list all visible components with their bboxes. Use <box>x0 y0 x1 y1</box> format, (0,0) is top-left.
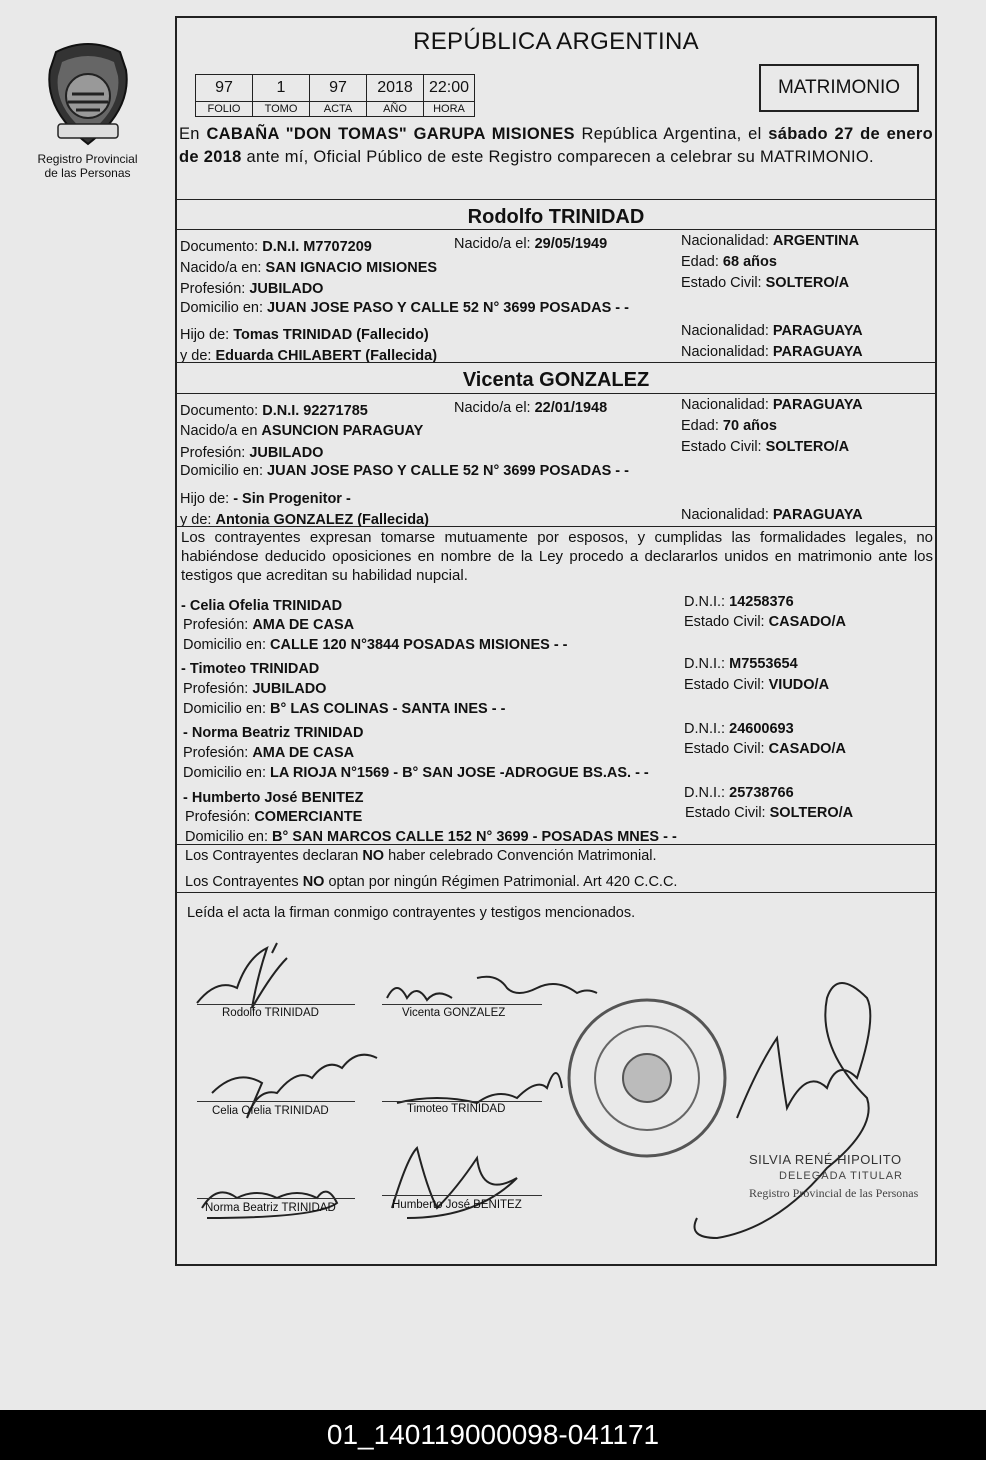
label: Profesión: <box>180 281 250 297</box>
value: PARAGUAYA <box>772 323 863 339</box>
spouse2-domicilio <box>180 463 629 479</box>
value: LA RIOJA N°1569 - B° SAN JOSE -ADROGUE BS.AS. - - <box>270 765 649 781</box>
divider <box>177 393 935 394</box>
ano-label: AÑO <box>367 102 424 117</box>
spouse2-madre-nac <box>681 507 863 523</box>
value: Antonia GONZALEZ (Fallecida) <box>215 512 429 528</box>
witness2-name <box>181 661 319 677</box>
value: 24600693 <box>729 721 794 737</box>
witness1-profesion <box>183 617 354 633</box>
label: Domicilio en: <box>180 300 268 316</box>
value: M7553654 <box>729 656 798 672</box>
divider <box>177 199 935 200</box>
witness4-profesion <box>185 809 362 825</box>
value: JUAN JOSE PASO Y CALLE 52 N° 3699 POSADAS - - <box>267 463 629 479</box>
hora-label: HORA <box>424 102 475 117</box>
signature-line <box>197 1004 355 1005</box>
label: Nacido/a en <box>180 423 262 439</box>
folio-value: 97 <box>196 75 253 102</box>
value: SOLTERO/A <box>769 805 854 821</box>
spouse2-nacido-en <box>180 423 423 439</box>
spouse2-nacido-el <box>454 400 607 416</box>
witness1-estado-civil <box>684 614 846 630</box>
value: ASUNCION PARAGUAY <box>261 423 424 439</box>
spouse1-edad <box>681 254 777 270</box>
witness1-domicilio <box>183 637 568 653</box>
label: Profesión: <box>185 809 255 825</box>
signature-line <box>382 1004 542 1005</box>
label: D.N.I.: <box>684 656 730 672</box>
label: y de: <box>180 348 216 364</box>
label: Nacionalidad: <box>681 397 773 413</box>
witness3-name <box>183 725 363 741</box>
signature-caption-5: Norma Beatriz TRINIDAD <box>205 1202 336 1214</box>
document-title: REPÚBLICA ARGENTINA <box>413 28 699 55</box>
logo-caption-line2: de las Personas <box>44 166 131 180</box>
label: Edad: <box>681 254 723 270</box>
label: Domicilio en: <box>183 637 271 653</box>
text: NO <box>302 874 325 890</box>
label: D.N.I.: <box>684 785 730 801</box>
witness4-domicilio <box>185 829 677 845</box>
spouse1-nacionalidad <box>681 233 859 249</box>
spouse2-profesion <box>180 445 323 461</box>
label: Estado Civil: <box>685 805 770 821</box>
intro-place: CABAÑA "DON TOMAS" GARUPA MISIONES <box>206 125 575 143</box>
spouse1-nacido-en <box>180 260 437 276</box>
value: 14258376 <box>729 594 794 610</box>
intro-date: sábado 27 de enero de 2018 <box>179 125 934 166</box>
label: Edad: <box>681 418 723 434</box>
label: D.N.I.: <box>684 594 730 610</box>
witness2-estado-civil <box>684 677 829 693</box>
signature-caption-3: Celia Ofelia TRINIDAD <box>212 1105 329 1117</box>
official-role: DELEGADA TITULAR <box>779 1170 903 1182</box>
label: Profesión: <box>183 617 253 633</box>
spouse1-padre-nac <box>681 323 863 339</box>
value: 25738766 <box>729 785 794 801</box>
value: - Norma Beatriz TRINIDAD <box>183 725 364 741</box>
witness2-domicilio <box>183 701 505 717</box>
value: B° LAS COLINAS - SANTA INES - - <box>270 701 506 717</box>
folio-label: FOLIO <box>196 102 253 117</box>
logo-caption-line1: Registro Provincial <box>37 152 138 166</box>
official-office: Registro Provincial de las Personas <box>749 1186 919 1200</box>
value: 70 años <box>722 418 777 434</box>
divider <box>177 362 935 363</box>
value: 29/05/1949 <box>534 236 608 252</box>
spouse2-edad <box>681 418 777 434</box>
tomo-label: TOMO <box>253 102 310 117</box>
witness2-dni <box>684 656 798 672</box>
value: PARAGUAYA <box>772 507 863 523</box>
marriage-certificate <box>175 16 937 1266</box>
value: - Humberto José BENITEZ <box>183 790 364 806</box>
label: Nacionalidad: <box>681 344 773 360</box>
label: Estado Civil: <box>684 677 769 693</box>
signature-caption-6: Humberto José BENITEZ <box>392 1199 522 1211</box>
handwritten-signature-icon <box>397 1073 562 1103</box>
spouse1-nacido-el <box>454 236 607 252</box>
label: Nacido/a en: <box>180 260 266 276</box>
signature-caption-2: Vicenta GONZALEZ <box>402 1007 506 1019</box>
value: AMA DE CASA <box>252 745 355 761</box>
value: CALLE 120 N°3844 POSADAS MISIONES - - <box>270 637 568 653</box>
intro-text-2: República Argentina, el <box>574 125 769 143</box>
label: Hijo de: <box>180 491 234 507</box>
label: Domicilio en: <box>183 701 271 717</box>
text: Los Contrayentes declaran <box>185 848 363 864</box>
signature-line <box>382 1101 542 1102</box>
spouse2-name: Vicenta GONZALEZ <box>462 369 650 391</box>
value: JUBILADO <box>249 445 324 461</box>
value: SOLTERO/A <box>765 439 850 455</box>
convention-line-1 <box>185 848 657 864</box>
value: 22/01/1948 <box>534 400 608 416</box>
acta-label: ACTA <box>310 102 367 117</box>
document-id-footer: 01_140119000098-041171 <box>0 1410 986 1460</box>
spouse2-estado-civil <box>681 439 849 455</box>
spouse1-padre <box>180 327 429 343</box>
label: D.N.I.: <box>684 721 730 737</box>
spouse2-padre <box>180 491 351 507</box>
text: haber celebrado Convención Matrimonial. <box>384 848 657 864</box>
label: Nacido/a el: <box>454 236 535 252</box>
value: PARAGUAYA <box>772 344 863 360</box>
witness1-dni <box>684 594 794 610</box>
signature-line <box>197 1101 355 1102</box>
label: Domicilio en: <box>180 463 268 479</box>
witness3-profesion <box>183 745 354 761</box>
logo-caption <box>30 152 145 180</box>
value: 68 años <box>722 254 777 270</box>
value: SAN IGNACIO MISIONES <box>265 260 438 276</box>
divider <box>177 526 935 527</box>
label: Estado Civil: <box>684 741 769 757</box>
witness2-profesion <box>183 681 326 697</box>
text: optan por ningún Régimen Patrimonial. Art 420 C.C.C. <box>324 874 678 890</box>
value: PARAGUAYA <box>772 397 863 413</box>
witness4-name <box>183 790 363 806</box>
label: Estado Civil: <box>681 275 766 291</box>
divider <box>177 229 935 230</box>
value: VIUDO/A <box>768 677 830 693</box>
value: COMERCIANTE <box>254 809 363 825</box>
signature-line <box>382 1195 542 1196</box>
acta-value: 97 <box>310 75 367 102</box>
value: SOLTERO/A <box>765 275 850 291</box>
act-type-box: MATRIMONIO <box>759 64 919 112</box>
registry-table <box>195 74 475 117</box>
witness1-name <box>181 598 342 614</box>
value: ARGENTINA <box>772 233 860 249</box>
value: Tomas TRINIDAD (Fallecido) <box>233 327 429 343</box>
tomo-value: 1 <box>253 75 310 102</box>
label: Domicilio en: <box>185 829 273 845</box>
spouse2-documento <box>180 403 368 419</box>
declaration-paragraph: Los contrayentes expresan tomarse mutuamente por esposos, y cumplidas las formalidades legales, no habiéndose deducido oposiciones en nombre de la Ley procedo a declararlos unidos en matrimonio ante los testigos que acreditan su habilidad nupcial. <box>181 529 933 584</box>
value: JUBILADO <box>252 681 327 697</box>
official-name: SILVIA RENÉ HIPOLITO <box>749 1152 902 1167</box>
value: JUAN JOSE PASO Y CALLE 52 N° 3699 POSADAS - - <box>267 300 629 316</box>
ano-value: 2018 <box>367 75 424 102</box>
label: Profesión: <box>180 445 250 461</box>
label: Nacionalidad: <box>681 323 773 339</box>
value: - Sin Progenitor - <box>233 491 351 507</box>
label: Documento: <box>180 403 263 419</box>
witness3-domicilio <box>183 765 649 781</box>
handwritten-signature-icon <box>197 943 287 1008</box>
handwritten-signature-icon <box>387 977 597 1000</box>
spouse1-estado-civil <box>681 275 849 291</box>
hora-value: 22:00 <box>424 75 475 102</box>
label: Profesión: <box>183 745 253 761</box>
label: Documento: <box>180 239 263 255</box>
intro-paragraph <box>179 123 933 169</box>
value: AMA DE CASA <box>252 617 355 633</box>
witness4-dni <box>684 785 794 801</box>
label: Nacionalidad: <box>681 507 773 523</box>
registry-logo <box>30 40 145 190</box>
signature-line <box>197 1198 355 1199</box>
signature-caption-1: Rodolfo TRINIDAD <box>222 1007 319 1019</box>
spouse1-profesion <box>180 281 323 297</box>
value: B° SAN MARCOS CALLE 152 N° 3699 - POSADAS MNES - - <box>272 829 677 845</box>
value: CASADO/A <box>768 614 846 630</box>
label: Estado Civil: <box>681 439 766 455</box>
witness4-estado-civil <box>685 805 853 821</box>
divider <box>177 844 935 845</box>
spouse1-domicilio <box>180 300 629 316</box>
spouse1-name: Rodolfo TRINIDAD <box>467 206 645 228</box>
label: Estado Civil: <box>684 614 769 630</box>
reading-statement: Leída el acta la firman conmigo contrayentes y testigos mencionados. <box>187 905 636 921</box>
value: D.N.I. 92271785 <box>262 403 368 419</box>
witness3-dni <box>684 721 794 737</box>
label: Hijo de: <box>180 327 234 343</box>
text: NO <box>362 848 385 864</box>
text: Los Contrayentes <box>185 874 303 890</box>
value: JUBILADO <box>249 281 324 297</box>
label: Nacionalidad: <box>681 233 773 249</box>
spouse1-documento <box>180 239 372 255</box>
divider <box>177 892 935 893</box>
spouse2-nacionalidad <box>681 397 863 413</box>
label: y de: <box>180 512 216 528</box>
label: Nacido/a el: <box>454 400 535 416</box>
label: Domicilio en: <box>183 765 271 781</box>
spouse1-madre-nac <box>681 344 863 360</box>
province-seal-icon <box>42 40 134 148</box>
label: Profesión: <box>183 681 253 697</box>
value: D.N.I. M7707209 <box>262 239 372 255</box>
witness3-estado-civil <box>684 741 846 757</box>
value: Eduarda CHILABERT (Fallecida) <box>215 348 438 364</box>
intro-text-1: En <box>179 125 207 143</box>
official-stamp <box>569 1000 725 1156</box>
convention-line-2 <box>185 874 677 890</box>
value: - Timoteo TRINIDAD <box>181 661 320 677</box>
value: CASADO/A <box>768 741 846 757</box>
signature-caption-4: Timoteo TRINIDAD <box>407 1103 506 1115</box>
intro-text-3: ante mí, Oficial Público de este Registro comparecen a celebrar su MATRIMONIO. <box>241 148 874 166</box>
value: - Celia Ofelia TRINIDAD <box>181 598 343 614</box>
